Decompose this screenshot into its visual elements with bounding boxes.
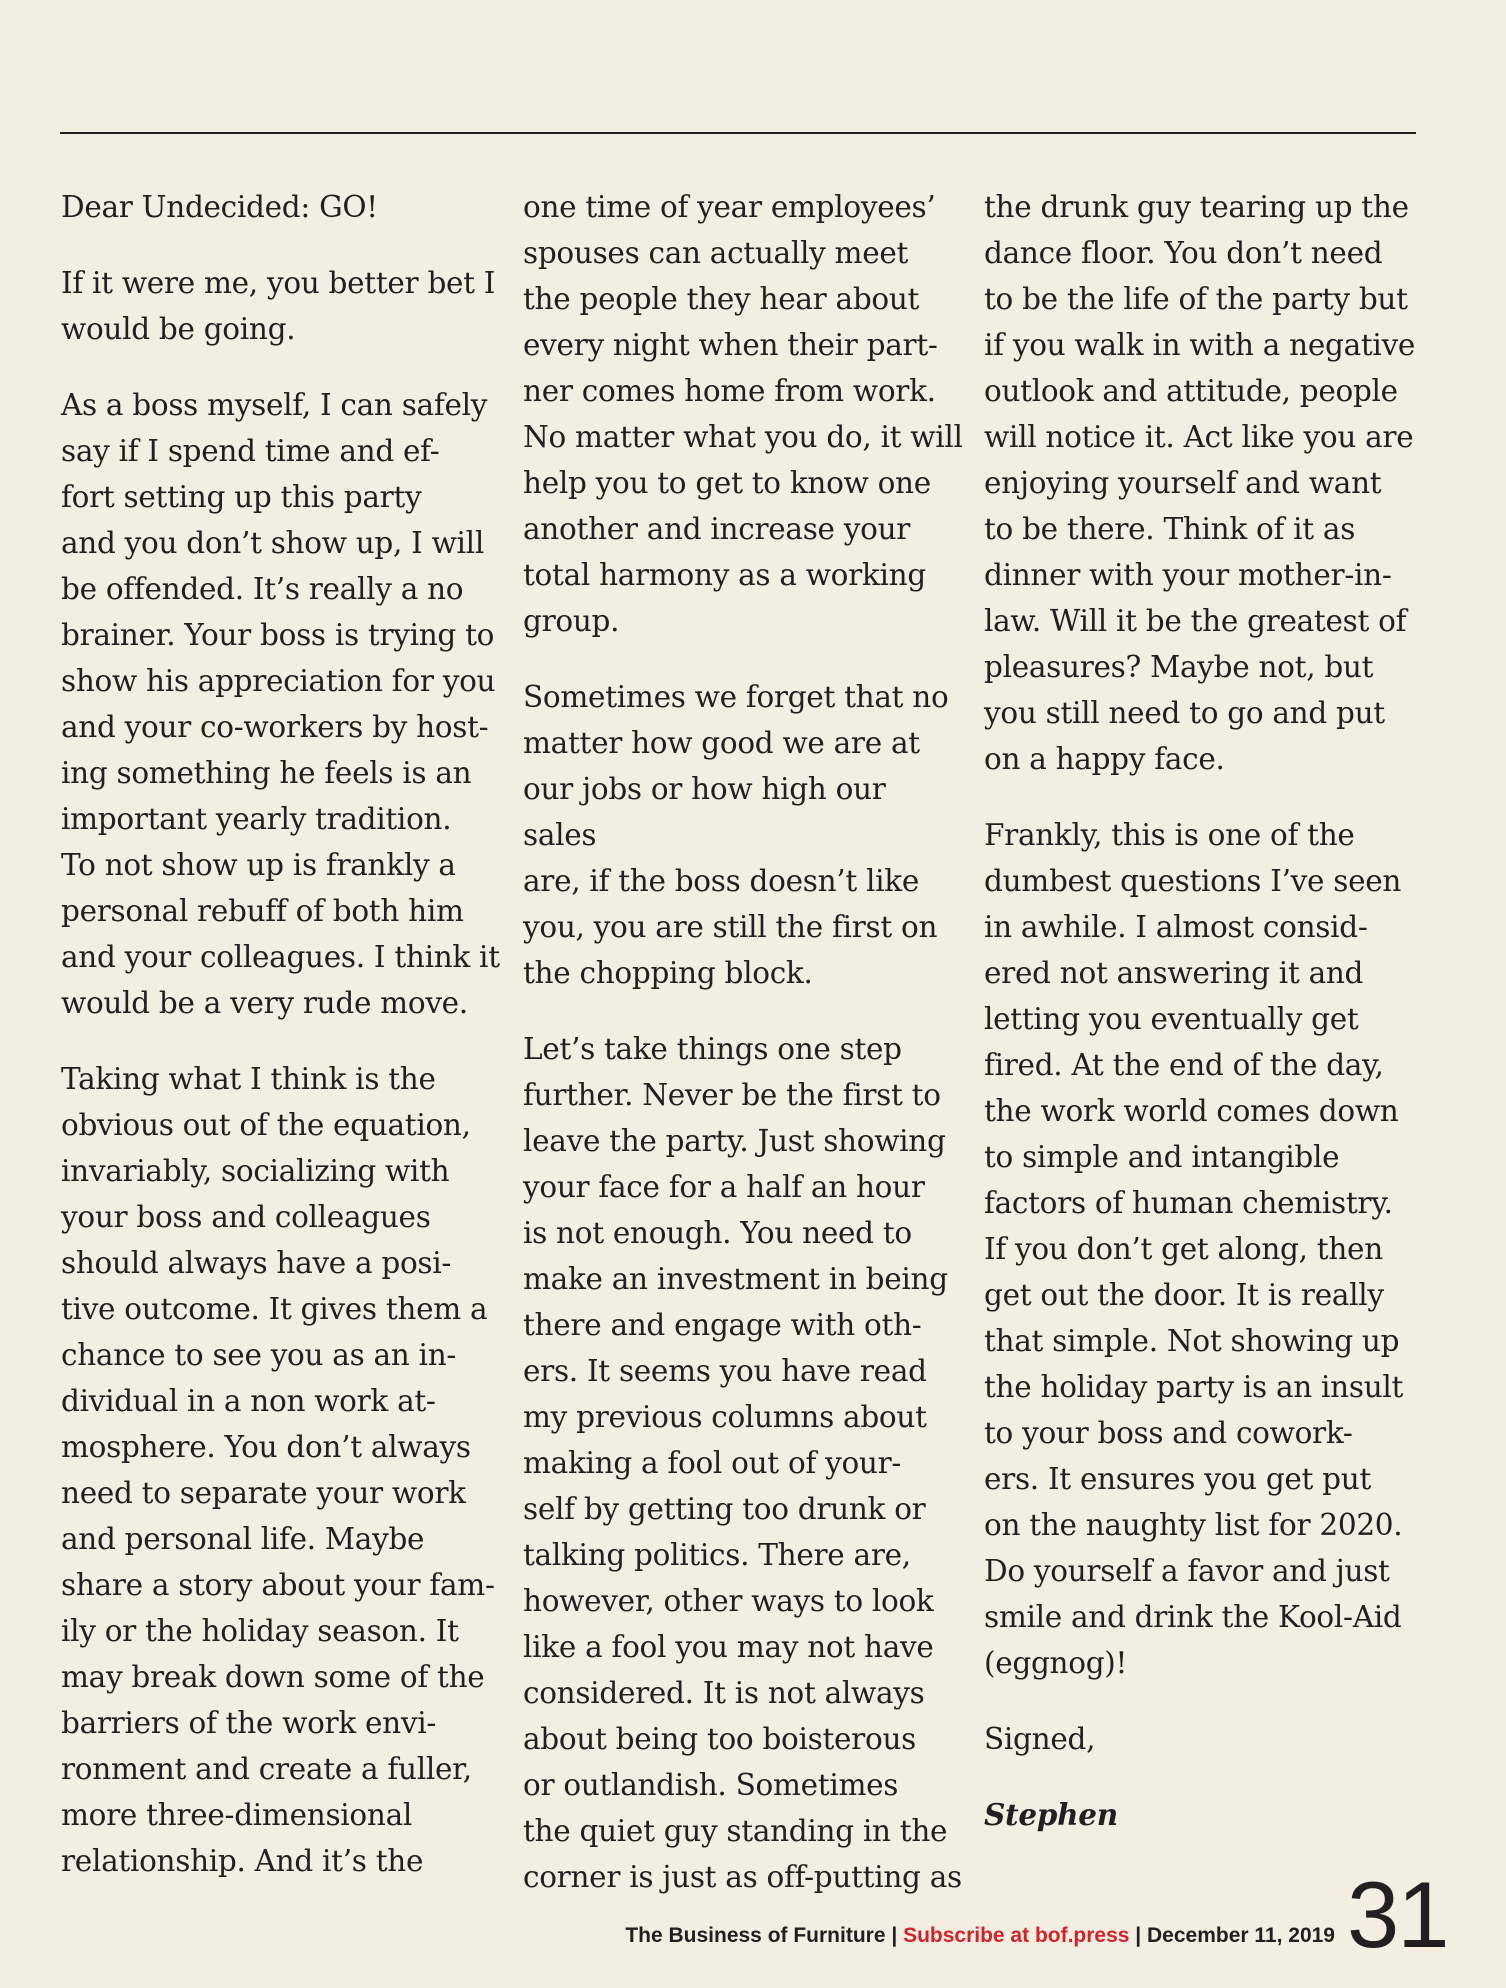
publication-name: The Business of Furniture [625,1924,886,1947]
paragraph: Taking what I think is the obvious out of the equation, invariably, socializing with your boss and colleagues should always have a posi- tive outcome. It gives them a chance to see you as an in- dividual in a non work at- mosphere. You don’t always need to separate your work and personal life. Maybe share a story about your fam- ily or the holiday season. It may break down some of the barriers of the work envi- ronment and create a fuller, more three-dimensional relationship. And it’s the [61,1062,495,1878]
paragraph: one time of year employees’ spouses can actually meet the people they hear about every night when their part- ner comes home from work. No matter what you do, it will help you to get to know one another and increase your total harmony as a working group. [523,190,963,638]
article-column-2 [523,184,963,1930]
paragraph: Frankly, this is one of the dumbest questions I’ve seen in awhile. I almost consid- ered not answering it and letting you eventually get fired. At the end of the day, the work world comes down to simple and intangible factors of human chemistry. If you don’t get along, then get out the door. It is really that simple. Not showing up the holiday party is an insult to your boss and cowork- ers. It ensures you get put on the naughty list for 2020. Do yourself a favor and just smile and drink the Kool-Aid (eggnog)! [984,818,1404,1680]
article-column-1 [61,184,501,1914]
footer-separator: | [1129,1924,1148,1947]
subscribe-link[interactable]: Subscribe at bof.press [903,1924,1130,1947]
sign-off: Signed, [984,1722,1096,1756]
paragraph: If it were me, you better bet I would be going. [61,266,496,346]
paragraph: the drunk guy tearing up the dance floor. You don’t need to be the life of the party but if you walk in with a negative outlook and attitude, people will notice it. Act like you are enjoying yourself and want to be there. Think of it as dinner with your mother-in- law. Will it be the greatest of pleasures? Maybe not, but you still need to go and put on a happy face. [984,190,1416,776]
paragraph: Let’s take things one step further. Never be the first to leave the party. Just showing your face for a half an hour is not enough. You need to make an investment in being there and engage with oth- ers. It seems you have read my previous columns about making a fool out of your- self by getting too drunk or talking politics. There are, however, other ways to look like a fool you may not have considered. It is not always about being too boisterous or outlandish. Sometimes the quiet guy standing in the corner is just as off-putting as [523,1032,962,1894]
signature: Stephen [984,1797,1118,1832]
article-column-3 [984,184,1424,1868]
page-number: 31 [1347,1862,1448,1967]
paragraph: As a boss myself, I can safely say if I spend time and ef- fort setting up this party and you don’t show up, I will be offended. It’s really a no brainer. Your boss is trying to show his appreciation for you and your co-workers by host- ing something he feels is an important yearly tradition. To not show up is frankly a personal rebuff of both him and your colleagues. I think it would be a very rude move. [61,388,500,1020]
page-footer [0,1924,1335,1948]
salutation: Dear Undecided: GO! [61,190,378,224]
paragraph: Sometimes we forget that no matter how good we are at our jobs or how high our sales are, if the boss doesn’t like you, you are still the first on the chopping block. [523,680,949,990]
top-rule [60,132,1416,134]
footer-separator: | [885,1924,904,1947]
issue-date: December 11, 2019 [1147,1924,1335,1947]
